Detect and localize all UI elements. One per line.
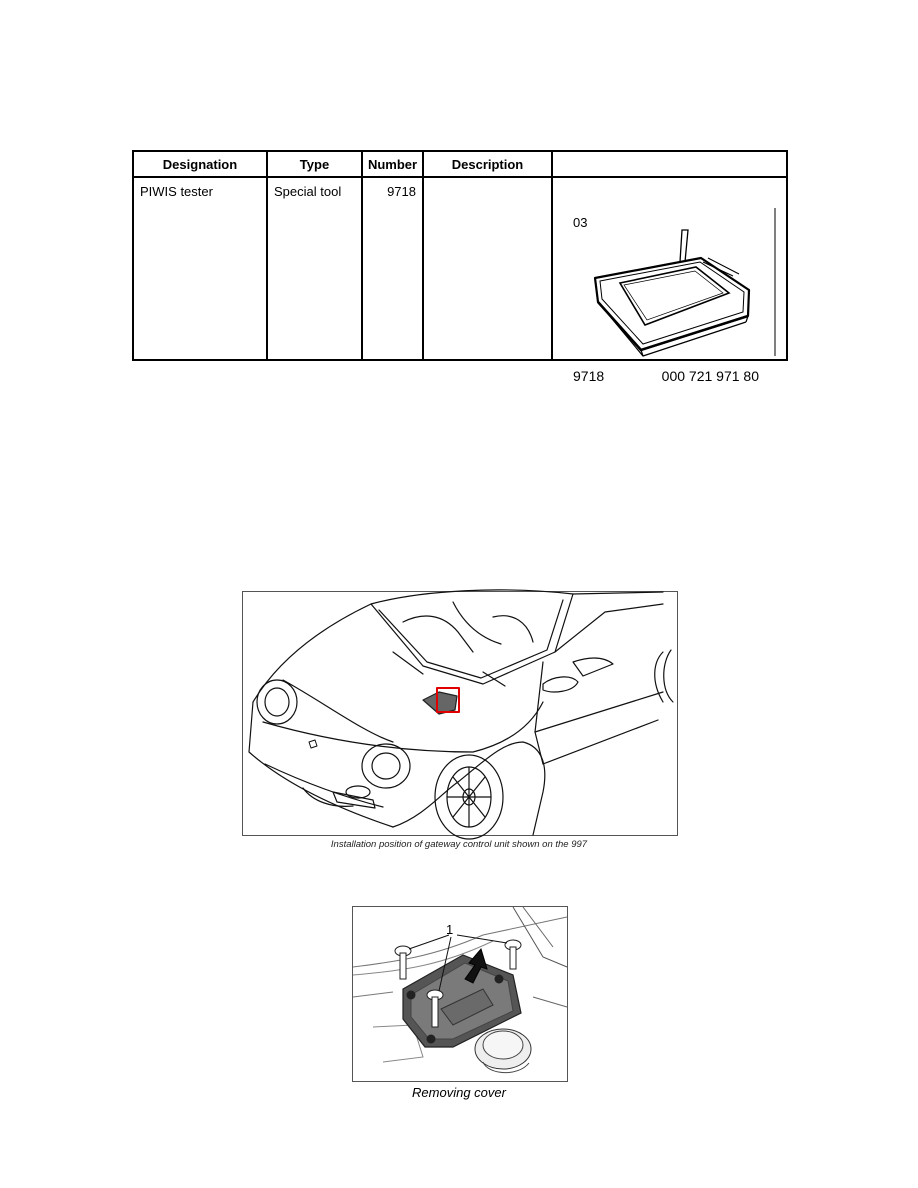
table-row: [133, 177, 787, 360]
car-installation-figure: [242, 591, 678, 836]
cell-designation: PIWIS tester: [133, 177, 267, 360]
removing-cover-figure: [352, 906, 568, 1082]
cover-figure-caption: Removing cover: [412, 1085, 506, 1100]
header-image: [552, 151, 787, 177]
car-figure-caption: Installation position of gateway control unit shown on the 997: [330, 839, 588, 850]
cell-type: Special tool: [267, 177, 362, 360]
cell-number: 9718: [362, 177, 423, 360]
cell-tool-image: [552, 177, 787, 384]
header-description: Description: [423, 151, 552, 177]
tool-label-bottom-left: 9718: [573, 368, 605, 384]
header-designation: Designation: [133, 151, 267, 177]
tool-label-top: 03: [573, 215, 588, 230]
callout-number: 1: [446, 922, 454, 937]
tool-label-bottom-right: 000 721 971 80: [661, 368, 759, 384]
tools-table: [132, 150, 788, 384]
cell-description: [423, 177, 552, 360]
header-number: Number: [362, 151, 423, 177]
piwis-tester-illustration: [553, 178, 786, 384]
table-header-row: [133, 151, 787, 177]
header-type: Type: [267, 151, 362, 177]
